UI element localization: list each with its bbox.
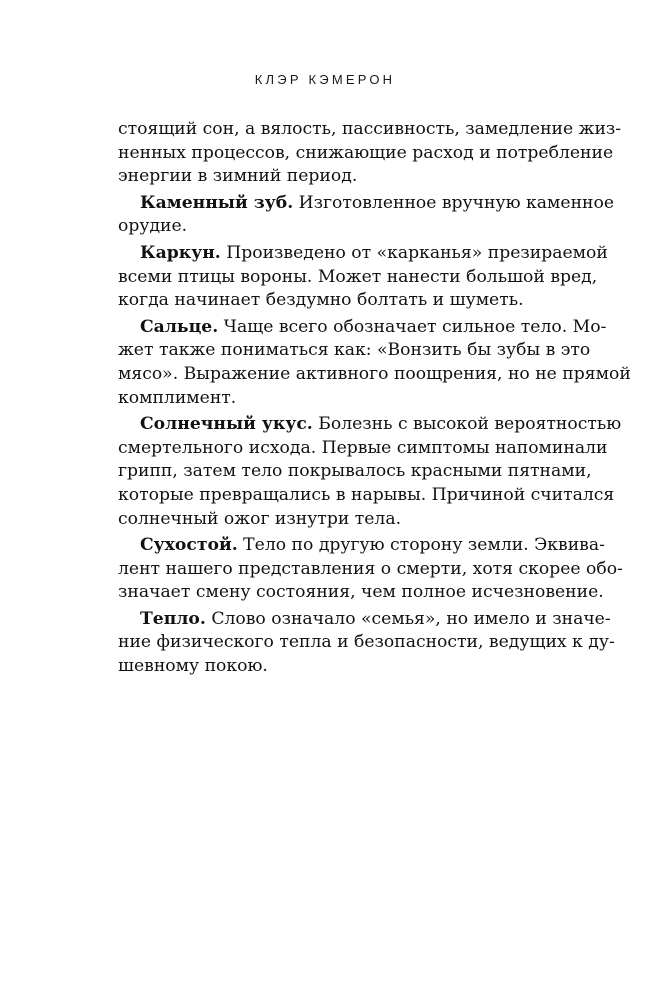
text-line: шевному покою. [118,656,268,677]
glossary-entry-solnechny-ukus [118,413,622,531]
glossary-text [118,118,631,679]
entry-first-line [118,242,608,266]
text-line: ние физического тепла и безопасности, ведущих к ду- [118,632,615,653]
glossary-entry-continuation [118,118,622,189]
definition-text: Болезнь с высокой вероятностью [312,414,622,435]
text-line: значает смену состояния, чем полное исчезновение. [118,582,604,603]
definition-text: Тело по другую сторону земли. Эквива- [237,535,605,556]
definition-text: Чаще всего обозначает сильное тело. Мо- [218,316,607,337]
text-line: лент нашего представления о смерти, хотя скорее обо- [118,558,623,579]
glossary-term: Солнечный укус. [140,414,313,435]
glossary-term: Каменный зуб. [140,192,294,213]
text-line: которые превращались в нарывы. Причиной считался [118,484,615,505]
text-line: грипп, затем тело покрывалось красными пятнами, [118,461,592,482]
glossary-term: Каркун. [140,242,221,263]
entry-first-line [118,534,605,558]
entry-first-line [118,192,614,216]
entry-first-line [118,413,622,437]
glossary-entry-karkun [118,242,608,313]
glossary-entry-suhostoy [118,534,623,605]
text-line: комплимент. [118,387,237,408]
glossary-term: Тепло. [140,608,206,629]
text-line: смертельного исхода. Первые симптомы напоминали [118,437,608,458]
definition-text: Слово означало «семья», но имело и значе- [205,608,611,629]
entry-first-line [118,608,611,632]
text-line: когда начинает бездумно болтать и шуметь. [118,290,524,311]
text-line: солнечный ожог изнутри тела. [118,508,402,529]
glossary-entry-kamenny-zub [118,192,614,239]
text-line: всеми птицы вороны. Может нанести большой вред, [118,266,598,287]
glossary-entry-salce [118,316,631,410]
glossary-term: Сухостой. [140,535,238,556]
definition-text: Изготовленное вручную каменное [293,192,614,213]
text-line: орудие. [118,216,188,237]
glossary-entry-teplo [118,608,615,679]
running-head: КЛЭР КЭМЕРОН [254,72,396,87]
definition-text: Произведено от «карканья» презираемой [220,242,608,263]
entry-first-line [118,316,607,340]
text-line: мясо». Выражение активного поощрения, но не прямой [118,363,631,384]
text-line: ненных процессов, снижающие расход и потребление [118,142,614,163]
text-line: стоящий сон, а вялость, пассивность, замедление жиз- [118,119,622,139]
glossary-term: Сальце. [140,316,219,337]
text-line: энергии в зимний период. [118,166,358,187]
text-line: жет также пониматься как: «Вонзить бы зубы в это [118,340,591,361]
